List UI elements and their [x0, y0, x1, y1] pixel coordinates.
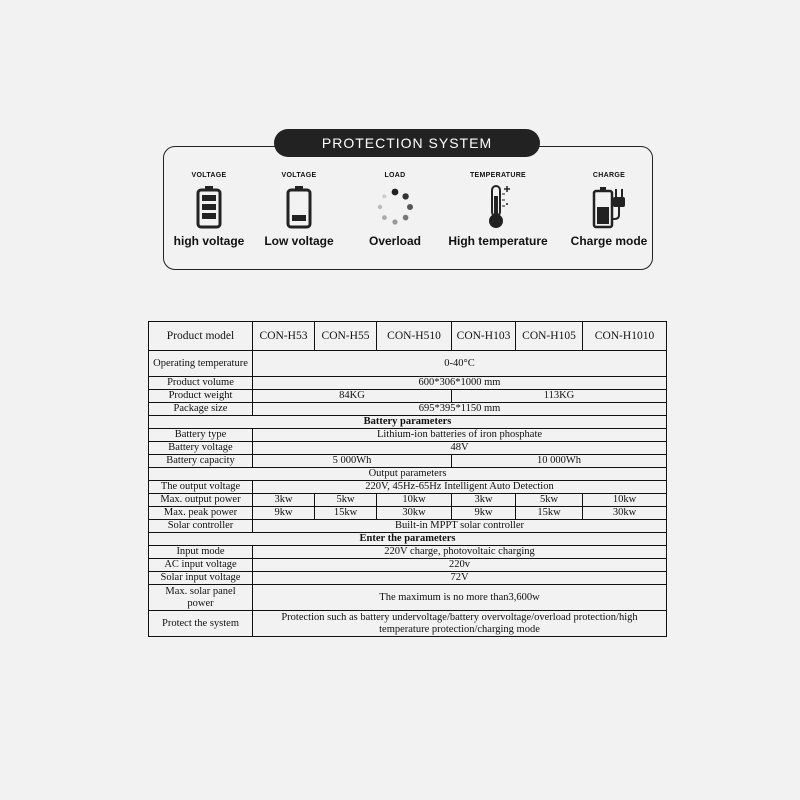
feature-category: CHARGE [592, 172, 626, 179]
table-row [149, 481, 667, 494]
value-cell: 84KG [253, 390, 452, 403]
value-cell: 10kw [583, 494, 667, 507]
battery-low-icon [262, 182, 336, 232]
model-cell: CON-H53 [253, 322, 315, 351]
table-row [149, 494, 667, 507]
section-heading: Battery parameters [149, 416, 667, 429]
value-cell: 3kw [253, 494, 315, 507]
row-label: AC input voltage [149, 559, 253, 572]
table-row [149, 322, 667, 351]
value-cell: Lithium-ion batteries of iron phosphate [253, 429, 667, 442]
table-row [149, 403, 667, 416]
table-row [149, 507, 667, 520]
value-cell: 10kw [377, 494, 452, 507]
feature-high-temperature [446, 172, 550, 248]
value-cell: 48V [253, 442, 667, 455]
table-row [149, 377, 667, 390]
value-cell: 220v [253, 559, 667, 572]
loading-spinner-icon [358, 182, 432, 232]
feature-charge-mode [568, 172, 650, 248]
model-cell: CON-H1010 [583, 322, 667, 351]
value-cell: 3kw [452, 494, 516, 507]
table-row [149, 442, 667, 455]
table-row [149, 351, 667, 377]
value-cell: 10 000Wh [452, 455, 667, 468]
feature-label: Low voltage [264, 234, 334, 248]
value-cell: 5kw [315, 494, 377, 507]
feature-label: Charge mode [570, 234, 648, 248]
row-label: Product model [149, 322, 253, 351]
row-label: Solar input voltage [149, 572, 253, 585]
row-label: The output voltage [149, 481, 253, 494]
thermometer-icon [446, 182, 550, 232]
feature-low-voltage [262, 172, 336, 248]
section-heading: Enter the parameters [149, 533, 667, 546]
feature-label: Overload [368, 234, 422, 248]
model-cell: CON-H105 [516, 322, 583, 351]
feature-high-voltage [172, 172, 246, 248]
value-cell: The maximum is no more than3,600w [253, 585, 667, 611]
model-cell: CON-H103 [452, 322, 516, 351]
row-label: Protect the system [149, 611, 253, 637]
protection-title: PROTECTION SYSTEM [274, 129, 540, 157]
spec-table [148, 321, 667, 637]
table-row [149, 533, 667, 546]
table-row [149, 429, 667, 442]
row-label: Solar controller [149, 520, 253, 533]
table-row [149, 572, 667, 585]
row-label: Operating temperature [149, 351, 253, 377]
value-cell: 600*306*1000 mm [253, 377, 667, 390]
feature-category: LOAD [384, 172, 406, 179]
model-cell: CON-H55 [315, 322, 377, 351]
value-cell: 220V charge, photovoltaic charging [253, 546, 667, 559]
feature-category: VOLTAGE [191, 172, 227, 179]
value-cell: 15kw [516, 507, 583, 520]
row-label: Package size [149, 403, 253, 416]
table-row [149, 468, 667, 481]
value-cell: 695*395*1150 mm [253, 403, 667, 416]
row-label: Battery voltage [149, 442, 253, 455]
feature-category: VOLTAGE [281, 172, 317, 179]
table-row [149, 390, 667, 403]
row-label: Max. output power [149, 494, 253, 507]
value-cell: 9kw [452, 507, 516, 520]
value-cell: Built-in MPPT solar controller [253, 520, 667, 533]
value-cell: 15kw [315, 507, 377, 520]
row-label: Max. solar panel power [149, 585, 253, 611]
table-row [149, 546, 667, 559]
row-label: Battery type [149, 429, 253, 442]
value-cell: 220V, 45Hz-65Hz Intelligent Auto Detection [253, 481, 667, 494]
section-heading: Output parameters [149, 468, 667, 481]
row-label: Max. peak power [149, 507, 253, 520]
row-label: Input mode [149, 546, 253, 559]
row-label: Product volume [149, 377, 253, 390]
table-row [149, 611, 667, 637]
feature-overload [358, 172, 432, 248]
value-cell: 0-40°C [253, 351, 667, 377]
value-cell: 5kw [516, 494, 583, 507]
value-cell: Protection such as battery undervoltage/battery overvoltage/overload protection/high temperature protection/charging mode [253, 611, 667, 637]
value-cell: 30kw [583, 507, 667, 520]
table-row [149, 559, 667, 572]
table-row [149, 585, 667, 611]
table-row [149, 520, 667, 533]
table-row [149, 416, 667, 429]
feature-label: High temperature [448, 234, 548, 248]
feature-label: high voltage [173, 234, 245, 248]
feature-category: TEMPERATURE [469, 172, 527, 179]
model-cell: CON-H510 [377, 322, 452, 351]
row-label: Battery capacity [149, 455, 253, 468]
value-cell: 113KG [452, 390, 667, 403]
table-row [149, 455, 667, 468]
value-cell: 30kw [377, 507, 452, 520]
row-label: Product weight [149, 390, 253, 403]
value-cell: 5 000Wh [253, 455, 452, 468]
value-cell: 72V [253, 572, 667, 585]
battery-full-icon [172, 182, 246, 232]
charging-plug-icon [568, 182, 650, 232]
value-cell: 9kw [253, 507, 315, 520]
